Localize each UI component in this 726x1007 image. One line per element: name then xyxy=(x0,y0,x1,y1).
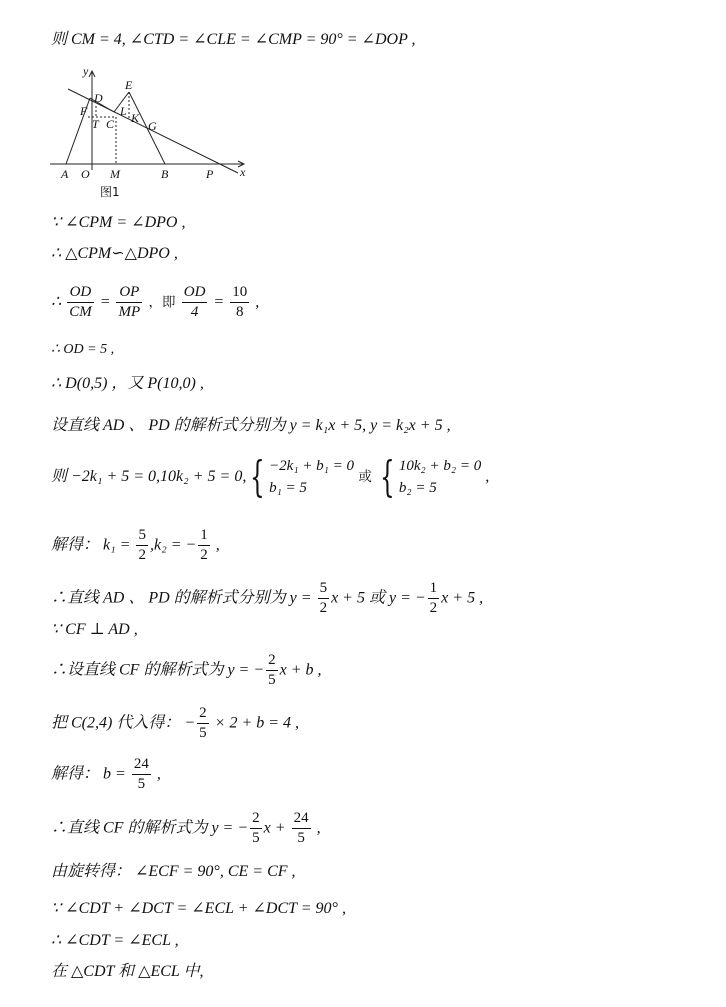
label-T: T xyxy=(92,117,99,131)
line-4: ∴ $\frac{OD}{CM}$ = $\frac{OP}{MP}$ ，即 $\frac{OD}{4}$ = $\frac{10}{8}$ , xyxy=(51,284,260,320)
label-M: M xyxy=(110,167,120,181)
label-y: y xyxy=(83,66,89,78)
line-1 xyxy=(51,30,416,50)
fraction-24-5: $\frac{24}{5}$ xyxy=(293,810,309,846)
line-11-text: ∵ CF ⊥ AD , xyxy=(51,621,138,638)
label-E: E xyxy=(125,78,133,92)
line-9-prefix: 解得： k₁ = xyxy=(51,536,135,554)
label-A: A xyxy=(61,167,69,181)
line-13: 把 C(2,4) 代入得： − $\frac{2}{5}$ × 2 + b = 4 , xyxy=(51,705,300,741)
label-K: K xyxy=(131,111,140,125)
label-O: O xyxy=(81,167,90,181)
line-18-text: ∴ ∠CDT = ∠ECL , xyxy=(51,932,179,949)
line-6 xyxy=(51,374,204,394)
line-2-text: ∵ ∠CPM = ∠DPO , xyxy=(51,214,186,231)
line-15: ∴直线 CF 的解析式为 y = − $\frac{2}{5}$ x + $\frac{24}{5}$ , xyxy=(51,810,321,846)
fraction-24-5: $\frac{24}{5}$ xyxy=(133,756,149,792)
fraction-1-2: $\frac{1}{2}$ xyxy=(429,580,438,616)
line-18 xyxy=(51,931,179,951)
line-14: 解得： b = $\frac{24}{5}$ , xyxy=(51,756,161,792)
line-5 xyxy=(51,339,114,360)
line-19-text: 在 △CDT 和 △ECL 中, xyxy=(51,963,204,980)
label-x: x xyxy=(240,165,246,179)
line-16 xyxy=(51,862,296,882)
label-F: F xyxy=(80,104,88,118)
fraction-1-2: $\frac{1}{2}$ xyxy=(200,527,208,563)
system-2: 10k₂ + b₂ = 0 b₂ = 5 xyxy=(398,458,482,496)
line-3 xyxy=(51,244,178,264)
line-5-text: ∴ OD = 5 , xyxy=(51,342,115,357)
fraction-2-5: $\frac{2}{5}$ xyxy=(252,810,260,846)
line-6-text: ∴ D(0,5) ，又 P(10,0) , xyxy=(51,375,204,392)
label-D: D xyxy=(94,91,103,105)
label-G: G xyxy=(148,119,157,133)
figure-caption: 图1 xyxy=(100,185,120,199)
line-7 xyxy=(51,416,451,436)
line-17-text: ∵ ∠CDT + ∠DCT = ∠ECL + ∠DCT = 90° , xyxy=(51,900,346,917)
line-10-prefix: ∴直线 AD 、 PD 的解析式分别为 y = xyxy=(51,589,316,607)
brace-icon: { xyxy=(250,452,266,501)
label-C: C xyxy=(106,117,115,131)
system-1: −2k₁ + b₁ = 0 b₁ = 5 xyxy=(269,458,355,496)
line-7-text: 设直线 AD 、 PD 的解析式分别为 y = k₁x + 5, y = k₂x + 5 , xyxy=(51,417,451,434)
line-19 xyxy=(51,962,204,982)
line-12: ∴设直线 CF 的解析式为 y = − $\frac{2}{5}$ x + b , xyxy=(51,652,322,688)
brace-icon: { xyxy=(380,452,395,501)
line-14-prefix: 解得： b = xyxy=(51,765,130,783)
label-B: B xyxy=(161,167,169,181)
line-8: 则 −2k₁ + 5 = 0,10k₂ + 5 = 0,{ −2k₁ + b₁ = 0 b₁ = 5 或 { 10k₂ + b₂ = 0 b₂ = 5 , xyxy=(51,452,490,501)
line-2 xyxy=(51,213,185,233)
line-3-text: ∴ △CPM∽△DPO , xyxy=(51,245,178,262)
line-16-text: 由旋转得： ∠ECF = 90°, CE = CF , xyxy=(51,863,296,880)
line-8-prefix: 则 −2k₁ + 5 = 0,10k₂ + 5 = 0, xyxy=(51,468,247,485)
line-1-text: 则 CM = 4, ∠CTD = ∠CLE = ∠CMP = 90° = ∠DOP , xyxy=(51,31,416,48)
fraction-10-8: $\frac{10}{8}$ xyxy=(232,284,248,320)
fraction-5-2: $\frac{5}{2}$ xyxy=(319,580,328,616)
figure-1 xyxy=(48,66,248,201)
fraction-op-mp: $\frac{OP}{MP}$ xyxy=(118,284,141,320)
fraction-od-cm: $\frac{OD}{CM}$ xyxy=(69,284,92,320)
line-13-prefix: 把 C(2,4) 代入得： − xyxy=(51,714,196,732)
line-17 xyxy=(51,899,346,919)
line-11 xyxy=(51,620,138,640)
fraction-2-5: $\frac{2}{5}$ xyxy=(199,705,207,741)
label-P: P xyxy=(206,167,214,181)
line-9: 解得： k₁ = $\frac{5}{2}$ ,k₂ = − $\frac{1}{2}$ , xyxy=(51,527,220,563)
label-L: L xyxy=(120,104,127,118)
line-4-prefix: ∴ xyxy=(51,293,66,311)
fraction-2-5: $\frac{2}{5}$ xyxy=(268,652,276,688)
line-15-prefix: ∴直线 CF 的解析式为 y = − xyxy=(51,819,249,837)
line-10: ∴直线 AD 、 PD 的解析式分别为 y = $\frac{5}{2}$ x + 5 或 y = − $\frac{1}{2}$ x + 5 , xyxy=(51,580,484,616)
line-12-prefix: ∴设直线 CF 的解析式为 y = − xyxy=(51,661,265,679)
fraction-5-2: $\frac{5}{2}$ xyxy=(138,527,146,563)
fraction-od-4: $\frac{OD}{4}$ xyxy=(183,284,206,320)
